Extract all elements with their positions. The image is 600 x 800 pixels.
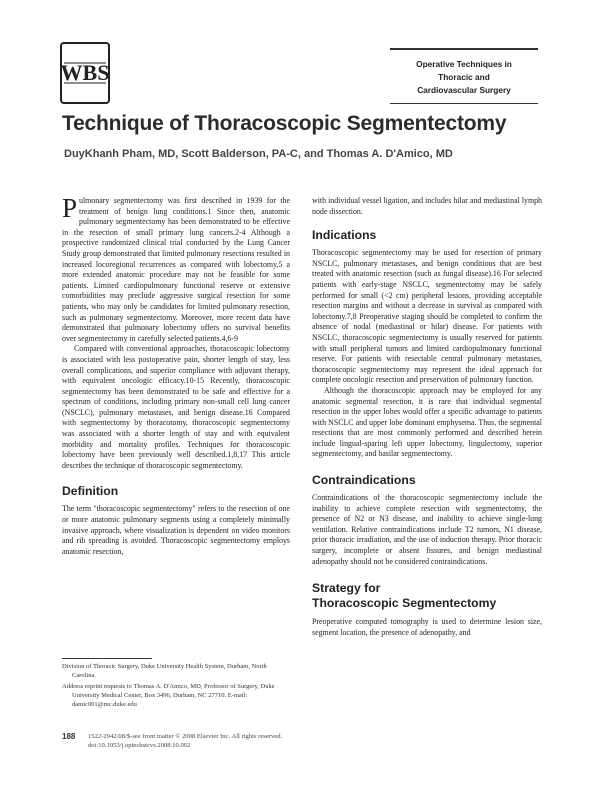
indications-heading: Indications: [312, 228, 377, 243]
logo-letters: WBS: [60, 60, 110, 85]
left-column: [62, 193, 290, 557]
article-authors: DuyKhanh Pham, MD, Scott Balderson, PA-C, and Thomas A. D'Amico, MD: [64, 148, 453, 160]
contraindications-paragraph: Contraindications of the thoracoscopic segmentectomy include the inability to achieve complete resection with segmentectomy, the presence of N2 or N3 disease, and inability to achieve single-lung ventilation. Relative contraindications include T2 tumors, N1 disease, prior thoracic irradiation, and the use of induction therapy. Prior thoracic surgery, incomplete or absent fissures, and benign mediastinal adenopathy should not be considered contraindications.: [312, 493, 542, 566]
journal-name-line1: Operative Techniques in: [416, 59, 512, 69]
page-number: 188: [62, 732, 76, 741]
footnote-affiliation: Division of Thoracic Surgery, Duke University Health System, Durham, North Carolina.: [62, 663, 267, 679]
indications-paragraph-2: Although the thoracoscopic approach may be employed for any anatomic segmental resection, it is rare that individual segmental resection in the upper lobes would offer a specific advantage to patients with NSCLC and upper lobe dominant emphysema. Thus, the segmental resections that are most commonly performed and described herein include lingual-sparing left upper lobectomy, lingulectomy, superior segmentectomy, and basilar segmentectomy.: [312, 385, 542, 459]
journal-name-line3: Cardiovascular Surgery: [417, 85, 511, 95]
footer-issn: 1522-2942/08/$-see front matter © 2008 Elsevier Inc. All rights reserved.: [88, 733, 283, 740]
journal-logo: [60, 42, 110, 104]
right-column: [312, 196, 542, 638]
definition-paragraph-continued: with individual vessel ligation, and includes hilar and mediastinal lymph node dissection.: [312, 196, 542, 216]
definition-heading: Definition: [62, 484, 119, 499]
strategy-heading: [312, 581, 542, 611]
drop-cap: P: [62, 193, 78, 223]
journal-name-line2: Thoracic and: [438, 72, 490, 82]
footnote-correspondence: Address reprint requests to Thomas A. D'Amico, MD, Professor of Surgery, Duke University Medical Center, Box 3496, Durham, NC 27710. E-mail: damic001@mc.duke.edu: [62, 683, 275, 708]
wbs-logo-mark: [60, 42, 110, 104]
article-title: Technique of Thoracoscopic Segmentectomy: [62, 112, 507, 135]
journal-name-box: [390, 48, 538, 104]
strategy-heading-line1: Strategy for: [312, 581, 381, 596]
intro-paragraph-1: [62, 193, 290, 344]
contraindications-heading: Contraindications: [312, 473, 416, 488]
footer-doi: doi:10.1053/j.optechstcvs.2008.10.002: [88, 742, 191, 749]
strategy-heading-line2: Thoracoscopic Segmentectomy: [312, 596, 497, 611]
intro-paragraph-1-text: ulmonary segmentectomy was first described in 1939 for the treatment of benign lung conditions.1 Since then, anatomic pulmonary segmentectomy has been demonstrated to be effective in the resection of small primary lung cancers.2-4 Although a prospective randomized clinical trial conducted by the Lung Cancer Study group demonstrated that limited pulmonary resections resulted in increased locoregional recurrences as compared with lobectomy,5 a more extended anatomic procedure may not be feasible for some patients. Limited cardiopulmonary functional reserve or extensive comorbidities may preclude aggressive surgical resection for some patients, who may only be candidates for limited pulmonary resection, such as pulmonary segmentectomy. Moreover, more recent data have demonstrated that pulmonary lobectomy offers no survival benefits over segmentectomy in carefully selected patients.4,6-9: [62, 196, 290, 343]
definition-paragraph: The term "thoracoscopic segmentectomy" refers to the resection of one or more anatomic pulmonary segments using a completely minimally invasive approach, where visualization is dependent on video monitors and rib spreading is avoided. Thoracoscopic segmentectomy employs anatomic resection,: [62, 504, 290, 556]
footnotes: [62, 662, 292, 711]
footnote-divider: [62, 658, 152, 659]
indications-paragraph-1: Thoracoscopic segmentectomy may be used for resection of primary NSCLC, pulmonary metastases, and benign conditions that are best treated with anatomic resection (such as fungal disease).16 For selected patients with early-stage NSCLC, segmentectomy may be safely performed for small (<2 cm) peripheral lesions, providing acceptable resection margins and without a decrease in survival as compared with lobectomy.7,8 Preoperative staging should be completed to confirm the absence of nodal (mediastinal or hilar) disease. For patients with NSCLC, thoracoscopic segmentectomy is usually reserved for patients with small peripheral tumors and limited cardiopulmonary functional reserve. For patients with resectable central pulmonary metastases, thoracoscopic segmentectomy may represent the ideal approach for complete oncologic resection and preservation of pulmonary function.: [312, 248, 542, 385]
footer-meta: [88, 732, 388, 750]
strategy-paragraph: Preoperative computed tomography is used to determine lesion size, segment location, the presence of adenopathy, and: [312, 617, 542, 637]
intro-paragraph-2: Compared with conventional approaches, thoracoscopic lobectomy is associated with less postoperative pain, shorter length of stay, less overall complications, and superior compliance with adjuvant therapy, with equivalent oncologic efficacy.10-15 Recently, thoracoscopic segmentectomy has been demonstrated to be safe and effective for a spectrum of conditions, including primary non-small cell lung cancer (NSCLC), pulmonary metastases, and benign disease.16 Compared with segmentectomy by thoracotomy, thoracoscopic segmentectomy was associated with a shorter length of stay and with equivalent morbidity and mortality profiles. Techniques for thoracoscopic lobectomy have been previously well described.1,8,17 This article describes the technique of thoracoscopic segmentectomy.: [62, 344, 290, 470]
